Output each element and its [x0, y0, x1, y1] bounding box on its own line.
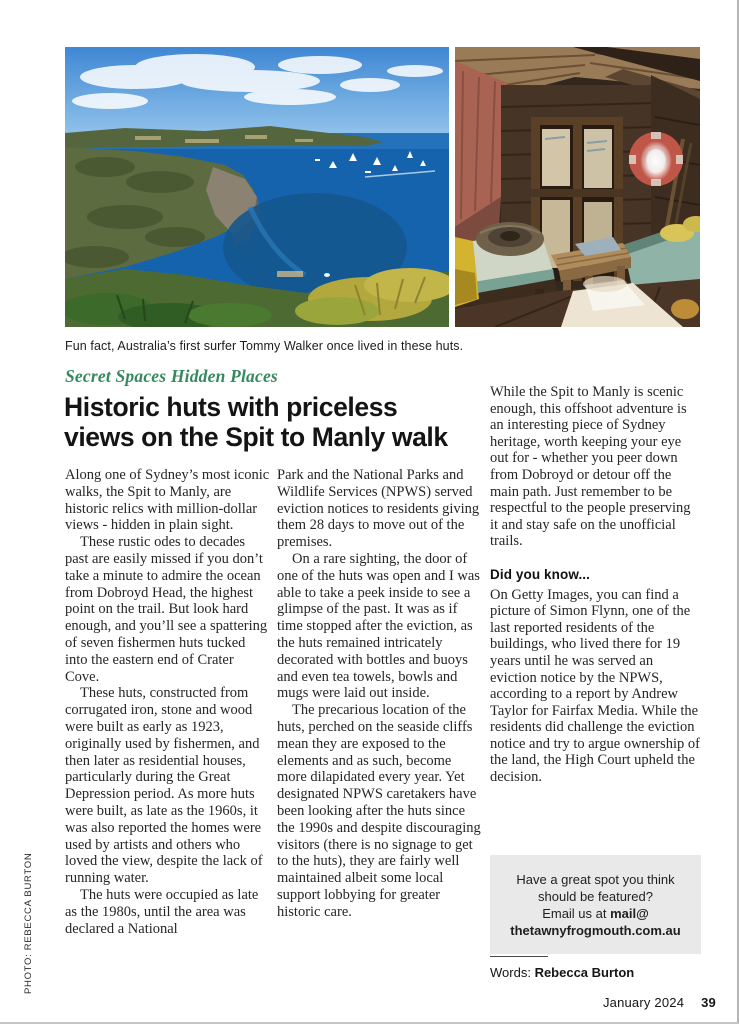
- author-name: Rebecca Burton: [534, 965, 635, 980]
- paragraph: Along one of Sydney’s most iconic walks, the Spit to Manly, are historic relics with million-dollar views - hidden in plain sight.: [65, 467, 270, 534]
- email-link-domain[interactable]: thetawnyfrogmouth.com.au: [510, 923, 681, 938]
- hut-interior-illustration: [455, 47, 700, 327]
- photo-credit-vertical: PHOTO: REBECCA BURTON: [23, 852, 34, 994]
- paragraph: On a rare sighting, the door of one of the huts was open and I was able to take a peek inside to see a glimpse of the past. It was as if time stopped after the eviction, as the huts remained intricately decorated with bottles and buoys and even tea towels, bowls and mugs were laid out inside.: [277, 550, 480, 702]
- section-kicker: Secret Spaces Hidden Places: [65, 366, 278, 386]
- words-credit: Words: Rebecca Burton: [490, 965, 635, 980]
- page-title: [64, 392, 494, 452]
- coastal-cove-illustration: [65, 47, 449, 327]
- photo-caption: Fun fact, Australia’s first surfer Tommy Walker once lived in these huts.: [65, 339, 464, 353]
- paragraph: These rustic odes to decades past are easily missed if you don’t take a minute to admire the ocean from Dobroyd Head, the highest point on the trail. But look hard enough, and you’ll see a spattering of seven fishermen huts tucked into the eastern end of Crater Cove.: [65, 534, 268, 685]
- did-you-know-body: On Getty Images, you can find a picture of Simon Flynn, one of the last reported residents of the buildings, who lived there for 19 years until he was served an eviction notice by the NPWS, according to a report by Andrew Taylor for Fairfax Media. While the residents did challenge the eviction notice and try to argue ownership of the land, the High Court upheld the decision.: [490, 586, 700, 786]
- title-line-2: views on the Spit to Manly walk: [64, 422, 448, 452]
- credit-divider: [490, 956, 548, 957]
- paragraph: The precarious location of the huts, perched on the seaside cliffs mean they are exposed to the elements and as such, become more dilapidated every year. Yet designated NPWS caretakers have been looking after the huts since the 1990s and despite discouraging visitors (there is no signage to get to the huts), they are fairly well maintained albeit some local support lobbying for greater historic care.: [277, 702, 481, 920]
- paragraph: These huts, constructed from corrugated iron, stone and wood were built as early as 1923, originally used by fishermen, and then later as residential houses, particularly during the Great Depression period. As more huts were built, as late as the 1960s, it was also reported the homes were used by artists and others who loved the view, despite the lack of running water.: [65, 685, 263, 887]
- email-link-user[interactable]: mail@: [610, 906, 649, 921]
- did-you-know-heading: Did you know...: [490, 566, 591, 582]
- hut-interior-photo: [455, 47, 700, 327]
- paragraph: While the Spit to Manly is scenic enough, this offshoot adventure is an interesting piece of Sydney heritage, worth keeping your eye out for - whether you peer down from Dobroyd or detour off the main path. Just remember to be respectful to the people preserving it and stay safe on the unofficial trails.: [490, 384, 691, 550]
- body-column-1: [65, 467, 271, 937]
- callout-email-line: Email us at mail@: [542, 906, 649, 921]
- paragraph: The huts were occupied as late as the 1980s, until the area was declared a National: [65, 886, 259, 937]
- paragraph: Park and the National Parks and Wildlife Services (NPWS) served eviction notices to residents giving them 28 days to move out of the premises.: [277, 467, 480, 551]
- title-line-1: Historic huts with priceless: [64, 392, 398, 422]
- body-column-2: [277, 467, 483, 921]
- featured-spot-callout: [490, 855, 701, 954]
- page-number: 39: [701, 995, 716, 1010]
- callout-question: Have a great spot you think should be featured?: [516, 872, 675, 904]
- body-column-3: [490, 384, 702, 786]
- page-footer: [603, 995, 716, 1010]
- issue-date: January 2024: [602, 995, 685, 1010]
- coastal-cove-photo: [65, 47, 449, 327]
